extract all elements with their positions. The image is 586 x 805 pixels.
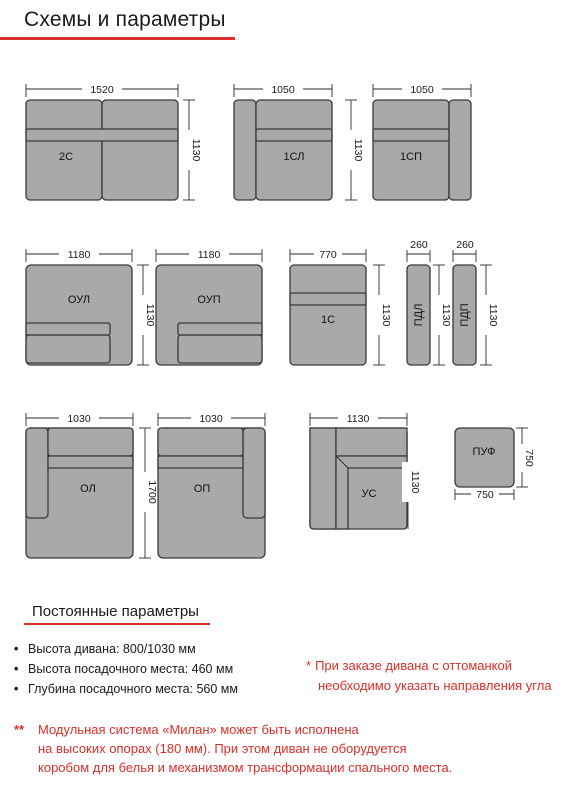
module-op-width-text: 1030 [199,413,223,425]
params-list [14,639,238,699]
module-oup-width-text: 1180 [197,249,221,261]
bullet-icon: • [14,682,19,696]
module-us [310,411,421,529]
module-puf-width-dim [455,488,514,501]
module-op-width-dim [158,411,265,426]
module-us-width-text: 1130 [346,413,370,425]
note2-line3: коробом для белья и механизмом трансформации спального места. [38,760,453,775]
module-pdl-width-text: 260 [410,239,428,251]
note1-line2: необходимо указать направления угла [318,678,552,693]
module-oul-depth-dim [137,265,156,365]
high-legs-note [14,720,452,777]
module-2s-depth-dim [183,100,202,200]
params-title: Постоянные параметры [32,603,199,620]
page-title: Схемы и параметры [24,8,226,31]
module-puf-label: ПУФ [472,446,496,458]
param-text: Высота посадочного места: 460 мм [28,662,234,676]
module-1sl-width-dim [234,82,332,97]
module-1s-depth-text: 1130 [380,303,392,327]
note-asterisk: * [306,658,312,673]
module-ol-label: ОЛ [80,483,96,495]
module-us-label: УС [361,488,377,500]
module-us-width-dim [310,411,407,426]
module-1sl-shape [234,100,332,200]
module-pdp-depth-dim [480,265,499,365]
module-pdp [452,238,499,365]
module-puf-depth-dim [516,428,535,487]
module-ol-width-text: 1030 [67,413,91,425]
module-1sl-width-text: 1050 [271,84,295,96]
module-2s-depth-text: 1130 [190,138,202,162]
module-ol-depth-dim [139,428,158,558]
module-pdl-depth-text: 1130 [440,303,452,327]
module-2s-label: 2С [58,151,74,163]
module-1s-label: 1С [320,314,336,326]
module-pdp-depth-text: 1130 [487,303,499,327]
note-double-asterisk: ** [14,722,25,737]
module-puf-depth-text: 750 [523,449,535,467]
module-puf [455,428,535,501]
param-item [14,659,238,679]
module-oul [26,247,156,365]
module-1sl [234,82,364,200]
module-1s-width-text: 770 [319,249,337,261]
module-oup-label: ОУП [197,294,221,306]
module-puf-width-text: 750 [476,489,494,501]
module-pdl-width-dim [406,238,432,262]
note1-line1: При заказе дивана с оттоманкой [315,658,512,673]
bullet-icon: • [14,662,19,676]
params-underline [24,623,210,625]
module-1s-width-dim [290,247,366,262]
bullet-icon: • [14,642,19,656]
param-text: Глубина посадочного места: 560 мм [28,682,238,696]
module-oup [156,247,262,365]
module-1sp [373,82,471,200]
param-text: Высота дивана: 800/1030 мм [28,642,196,656]
module-ol-depth-text: 1700 [146,480,158,504]
module-1s [290,247,392,365]
module-oul-label: ОУЛ [67,294,91,306]
module-2s-width-text: 1520 [90,84,114,96]
module-op [158,411,265,558]
module-op-shape [158,428,265,558]
module-2s-shape [26,100,178,200]
module-oul-depth-text: 1130 [144,303,156,327]
module-us-depth-text: 1130 [409,470,421,494]
module-pdp-width-dim [452,238,478,262]
module-pdl [406,238,452,365]
module-1s-depth-dim [373,265,392,365]
module-1sp-shape [373,100,471,200]
module-oul-width-dim [26,247,132,262]
module-2s-width-dim [26,82,178,97]
module-oul-width-text: 1180 [67,249,91,261]
module-1sl-label: 1СЛ [283,151,305,163]
param-item [14,679,238,699]
module-1sl-depth-text: 1130 [352,138,364,162]
module-1sp-label: 1СП [400,151,422,163]
module-ol-width-dim [26,411,133,426]
module-oul-shape [26,265,132,365]
module-1sp-width-dim [373,82,471,97]
note2-line1: Модульная система «Милан» может быть исполнена [38,722,359,737]
module-pdp-width-text: 260 [456,239,474,251]
module-pdl-depth-dim [433,265,452,365]
param-item [14,639,238,659]
module-ol [26,411,158,558]
corner-direction-note [306,656,552,696]
module-oup-shape [156,265,262,365]
module-op-label: ОП [193,483,211,495]
module-pdl-label: ПДЛ [413,303,425,327]
module-1sl-depth-dim [345,100,364,200]
module-2s [26,82,202,200]
module-us-shape [310,428,407,529]
note2-line2: на высоких опорах (180 мм). При этом диван не оборудуется [38,741,407,756]
module-1sp-width-text: 1050 [410,84,434,96]
module-oup-width-dim [156,247,262,262]
module-pdp-label: ПДП [459,303,471,327]
